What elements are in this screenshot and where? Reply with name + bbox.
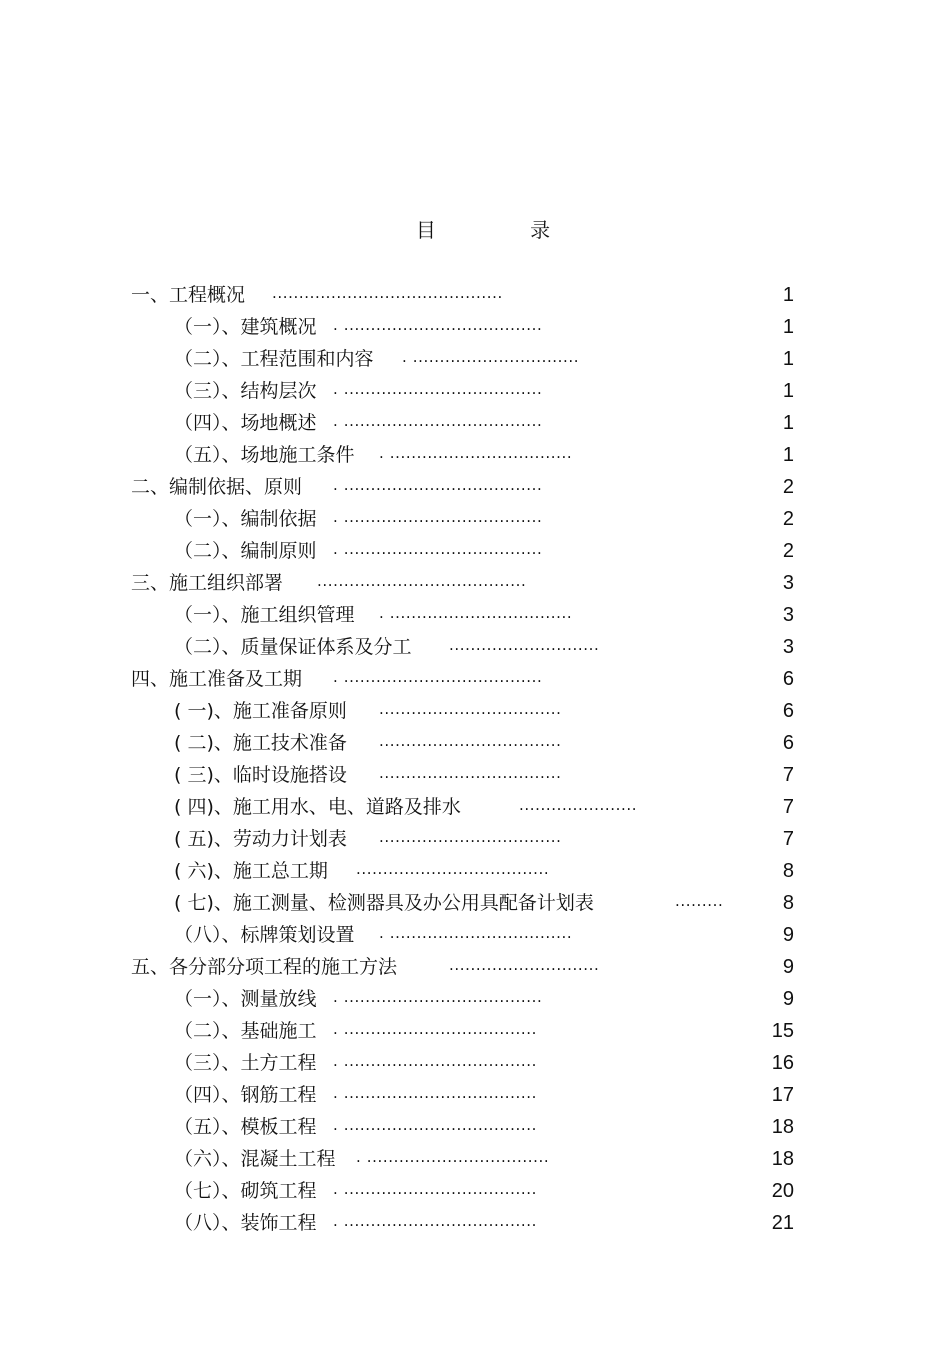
toc-entry-page: 18	[771, 1148, 794, 1170]
toc-entry[interactable]	[0, 503, 950, 535]
toc-entry-page: 6	[782, 700, 794, 722]
toc-entry-page: 9	[782, 924, 794, 946]
toc-entry[interactable]	[0, 1175, 950, 1207]
toc-entry-page: 1	[782, 284, 794, 306]
toc-entry[interactable]	[0, 311, 950, 343]
toc-entry-text: 五、各分部分项工程的施工方法	[131, 956, 398, 978]
toc-entry-leader: . ....................................	[333, 1020, 537, 1038]
toc-entry-leader: ............................	[449, 956, 600, 974]
toc-entry-text: （三）、结构层次	[174, 380, 317, 402]
toc-entry-page: 18	[771, 1116, 794, 1138]
toc-entry-text: （五）、模板工程	[174, 1116, 317, 1138]
toc-entry-text: （八）、标牌策划设置	[174, 924, 355, 946]
toc-entry-leader: . .....................................	[333, 668, 543, 686]
toc-entry[interactable]	[0, 599, 950, 631]
toc-entry[interactable]	[0, 759, 950, 791]
toc-entry-page: 15	[771, 1020, 794, 1042]
toc-entry-leader: .......................................	[317, 572, 527, 590]
toc-entry[interactable]	[0, 471, 950, 503]
toc-entry-text: （一）、施工组织管理	[174, 604, 355, 626]
toc-entry[interactable]	[0, 439, 950, 471]
toc-entry-text: ( 七)、施工测量、检测器具及办公用具配备计划表	[174, 892, 594, 914]
toc-entry[interactable]	[0, 919, 950, 951]
toc-entry-leader: ..................................	[379, 764, 562, 782]
toc-entry-page: 1	[782, 412, 794, 434]
toc-entry[interactable]	[0, 567, 950, 599]
toc-entry-page: 7	[782, 764, 794, 786]
toc-entry[interactable]	[0, 375, 950, 407]
toc-entry-text: （一）、测量放线	[174, 988, 317, 1010]
toc-entry-leader: . .....................................	[333, 988, 543, 1006]
toc-entry-leader: ..................................	[379, 732, 562, 750]
toc-entry-page: 20	[771, 1180, 794, 1202]
toc-entry-leader: . ....................................	[333, 1084, 537, 1102]
toc-entry-page: 8	[782, 860, 794, 882]
toc-entry[interactable]	[0, 663, 950, 695]
toc-list	[0, 279, 950, 1239]
toc-entry-text: （三）、土方工程	[174, 1052, 317, 1074]
toc-entry-text: （七）、砌筑工程	[174, 1180, 317, 1202]
toc-entry-text: 一、工程概况	[131, 284, 246, 306]
toc-entry[interactable]	[0, 343, 950, 375]
toc-entry[interactable]	[0, 279, 950, 311]
toc-entry-page: 9	[782, 956, 794, 978]
toc-entry-text: ( 三)、临时设施搭设	[174, 764, 347, 786]
toc-entry-text: （五）、场地施工条件	[174, 444, 355, 466]
toc-entry[interactable]	[0, 887, 950, 919]
toc-entry-text: （二）、编制原则	[174, 540, 317, 562]
toc-entry-text: （六）、混凝土工程	[174, 1148, 336, 1170]
toc-entry-leader: . ..................................	[379, 604, 573, 622]
toc-entry-text: （一）、建筑概况	[174, 316, 317, 338]
toc-entry-text: （一）、编制依据	[174, 508, 317, 530]
toc-entry-page: 2	[782, 540, 794, 562]
toc-entry-page: 7	[782, 828, 794, 850]
toc-entry-text: 二、编制依据、原则	[131, 476, 303, 498]
toc-entry-leader: . ..................................	[379, 924, 573, 942]
toc-entry-page: 16	[771, 1052, 794, 1074]
toc-entry-text: ( 四)、施工用水、电、道路及排水	[174, 796, 461, 818]
toc-entry-page: 17	[771, 1084, 794, 1106]
toc-entry-page: 9	[782, 988, 794, 1010]
toc-entry-leader: . .....................................	[333, 412, 543, 430]
toc-entry-leader: ......................	[519, 796, 638, 814]
toc-entry-leader: . ...............................	[402, 348, 580, 366]
toc-entry-leader: . ..................................	[356, 1148, 550, 1166]
toc-entry-text: ( 五)、劳动力计划表	[174, 828, 347, 850]
toc-entry-text: ( 一)、施工准备原则	[174, 700, 347, 722]
toc-entry-page: 6	[782, 732, 794, 754]
toc-entry-leader: . .....................................	[333, 540, 543, 558]
toc-entry[interactable]	[0, 535, 950, 567]
toc-entry-page: 2	[782, 476, 794, 498]
toc-entry[interactable]	[0, 823, 950, 855]
toc-entry-text: 三、施工组织部署	[131, 572, 284, 594]
toc-entry-page: 21	[771, 1212, 794, 1234]
toc-entry-leader: . ....................................	[333, 1180, 537, 1198]
toc-entry-leader: ..................................	[379, 828, 562, 846]
toc-entry[interactable]	[0, 855, 950, 887]
toc-entry-leader: . .....................................	[333, 316, 543, 334]
toc-entry-page: 1	[782, 316, 794, 338]
toc-entry-page: 3	[782, 636, 794, 658]
toc-entry[interactable]	[0, 407, 950, 439]
toc-entry-text: ( 二)、施工技术准备	[174, 732, 347, 754]
toc-entry-text: 四、施工准备及工期	[131, 668, 303, 690]
toc-entry-page: 7	[782, 796, 794, 818]
toc-entry-leader: . .....................................	[333, 508, 543, 526]
toc-entry[interactable]	[0, 631, 950, 663]
toc-entry-text: ( 六)、施工总工期	[174, 860, 328, 882]
toc-entry-text: （四）、钢筋工程	[174, 1084, 317, 1106]
toc-title: 目 录	[415, 218, 595, 242]
toc-entry-page: 1	[782, 380, 794, 402]
toc-entry[interactable]	[0, 983, 950, 1015]
toc-entry-text: （八）、装饰工程	[174, 1212, 317, 1234]
toc-entry-page: 8	[782, 892, 794, 914]
toc-entry-text: （二）、基础施工	[174, 1020, 317, 1042]
toc-entry-leader: . ..................................	[379, 444, 573, 462]
toc-entry[interactable]	[0, 1143, 950, 1175]
toc-entry-text: （二）、质量保证体系及分工	[174, 636, 412, 658]
toc-entry[interactable]	[0, 1015, 950, 1047]
toc-entry-leader: . ....................................	[333, 1212, 537, 1230]
toc-entry-leader: .........	[675, 892, 724, 910]
toc-entry-page: 2	[782, 508, 794, 530]
toc-entry-leader: . .....................................	[333, 380, 543, 398]
toc-entry-page: 1	[782, 348, 794, 370]
toc-entry-page: 6	[782, 668, 794, 690]
toc-entry-leader: . ....................................	[333, 1116, 537, 1134]
toc-entry[interactable]	[0, 727, 950, 759]
toc-entry-page: 1	[782, 444, 794, 466]
toc-entry-page: 3	[782, 572, 794, 594]
toc-entry-page: 3	[782, 604, 794, 626]
toc-entry[interactable]	[0, 1207, 950, 1239]
toc-entry-leader: ...........................................	[272, 284, 503, 302]
toc-entry-text: （四）、场地概述	[174, 412, 317, 434]
toc-entry[interactable]	[0, 1111, 950, 1143]
toc-entry[interactable]	[0, 1047, 950, 1079]
toc-entry-leader: . .....................................	[333, 476, 543, 494]
toc-entry[interactable]	[0, 695, 950, 727]
toc-entry-leader: ....................................	[356, 860, 550, 878]
toc-entry-leader: ..................................	[379, 700, 562, 718]
toc-entry-text: （二）、工程范围和内容	[174, 348, 374, 370]
toc-entry[interactable]	[0, 951, 950, 983]
toc-entry-leader: . ....................................	[333, 1052, 537, 1070]
toc-entry[interactable]	[0, 791, 950, 823]
toc-entry-leader: ............................	[449, 636, 600, 654]
toc-entry[interactable]	[0, 1079, 950, 1111]
